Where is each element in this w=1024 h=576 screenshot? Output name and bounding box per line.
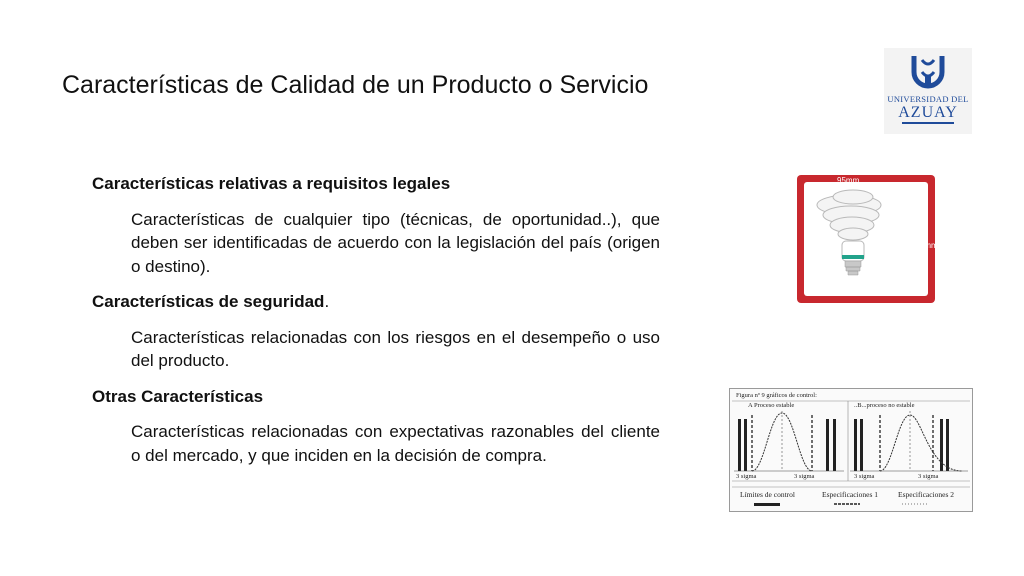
panel-b-label: ..B...proceso no estable	[854, 402, 915, 409]
logo-underline	[902, 122, 954, 124]
section-heading-legal: Características relativas a requisitos legales	[92, 174, 451, 193]
control-chart-caption: Figura nº 9 gráficos de control:	[736, 392, 817, 399]
slide-content	[92, 172, 660, 479]
sigma-label-b2: 3 sigma	[918, 473, 939, 480]
legend-spec-1: Especificaciones 1	[822, 490, 879, 499]
section-body-other: Características relacionadas con expectativas razonables del cliente o del mercado, y que inciden en la decisión de compra.	[131, 422, 660, 465]
sigma-label-a2: 3 sigma	[794, 473, 815, 480]
section-body-legal: Características de cualquier tipo (técnicas, de oportunidad..), que deben ser identificadas de acuerdo con la legislación del país (origen o destino).	[131, 209, 660, 276]
legend-spec-2: Especificaciones 2	[898, 490, 955, 499]
slide-title: Características de Calidad de un Producto o Servicio	[62, 71, 649, 99]
section-body-safety: Características relacionadas con los riesgos en el desempeño o uso del producto.	[131, 327, 660, 370]
logo-text-line1: UNIVERSIDAD DEL	[887, 94, 969, 104]
bulb-item-label: Item NO:D1 26W	[806, 278, 846, 296]
university-emblem-icon	[910, 54, 946, 94]
panel-a-label: A Proceso estable	[748, 402, 795, 409]
logo-text-line2: AZUAY	[898, 104, 958, 121]
legend-control-limits: Límites de control	[740, 490, 795, 499]
bulb-width-label: 95mm	[837, 176, 860, 185]
cfl-bulb-image	[797, 175, 938, 303]
section-heading-other: Otras Características	[92, 386, 264, 406]
control-chart-image	[729, 388, 973, 512]
sigma-label-b1: 3 sigma	[854, 473, 875, 480]
section-heading-safety: Características de seguridad.	[92, 292, 330, 311]
bulb-height-label: 175mm	[911, 241, 938, 250]
sigma-label-a1: 3 sigma	[736, 473, 757, 480]
university-logo	[884, 48, 972, 134]
